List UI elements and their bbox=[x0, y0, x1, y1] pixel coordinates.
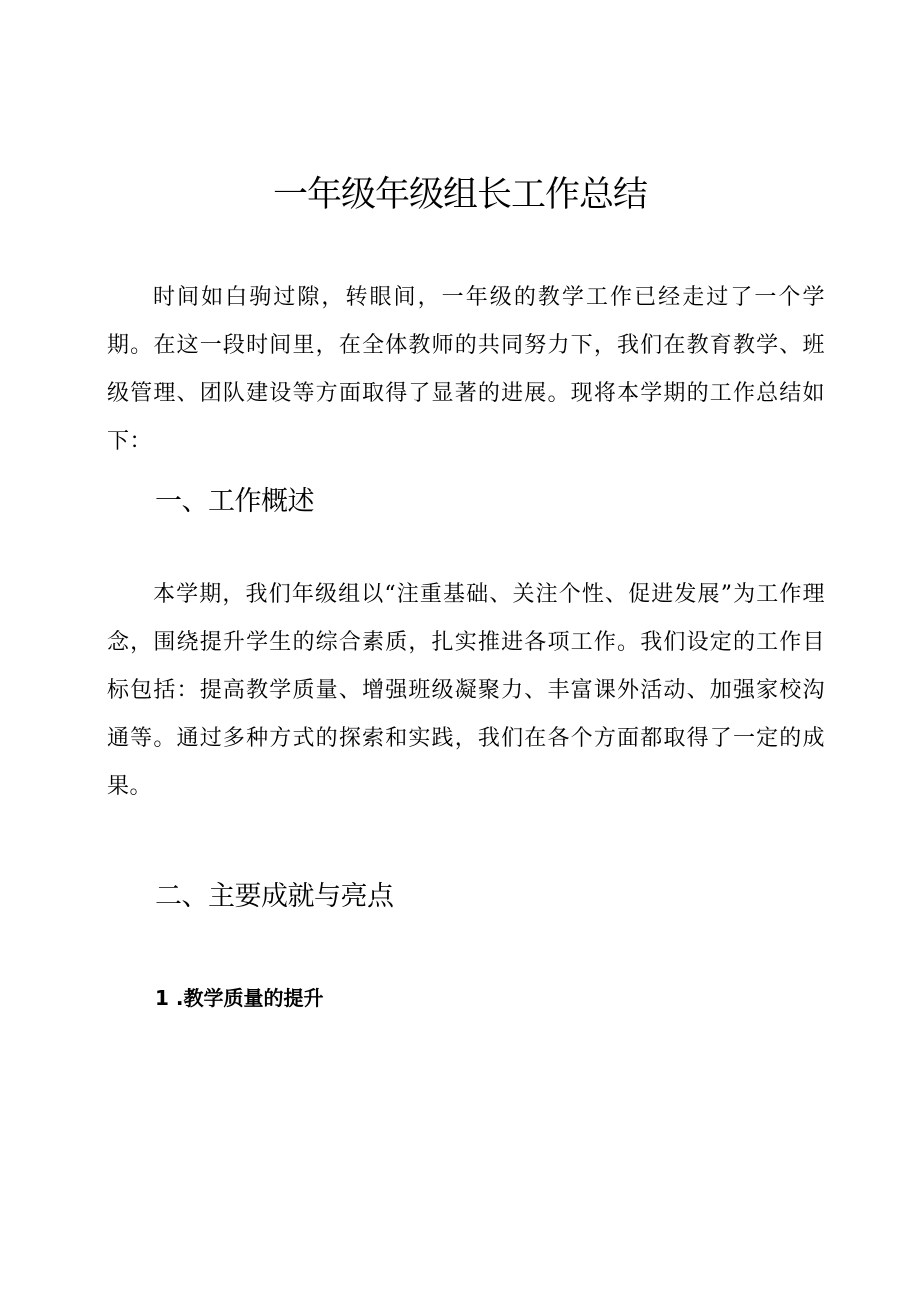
intro-paragraph: 时间如白驹过隙，转眼间，一年级的教学工作已经走过了一个学期。在这一段时间里，在全体教师的共同努力下，我们在教育教学、班级管理、团队建设等方面取得了显著的进展。现将本学期的工作总结如下： bbox=[107, 285, 825, 454]
subsection-heading-teaching-quality: 1 .教学质量的提升 bbox=[155, 986, 324, 1010]
overview-paragraph: 本学期，我们年级组以“注重基础、关注个性、促进发展”为工作理念，围绕提升学生的综合素质，扎实推进各项工作。我们设定的工作目标包括：提高教学质量、增强班级凝聚力、丰富课外活动、加强家校沟通等。通过多种方式的探索和实践，我们在各个方面都取得了一定的成果。 bbox=[107, 582, 825, 799]
section-heading-achievements: 二、主要成就与亮点 bbox=[155, 881, 394, 912]
section-heading-overview: 一、工作概述 bbox=[155, 486, 314, 517]
document-title: 一年级年级组长工作总结 bbox=[272, 175, 647, 215]
